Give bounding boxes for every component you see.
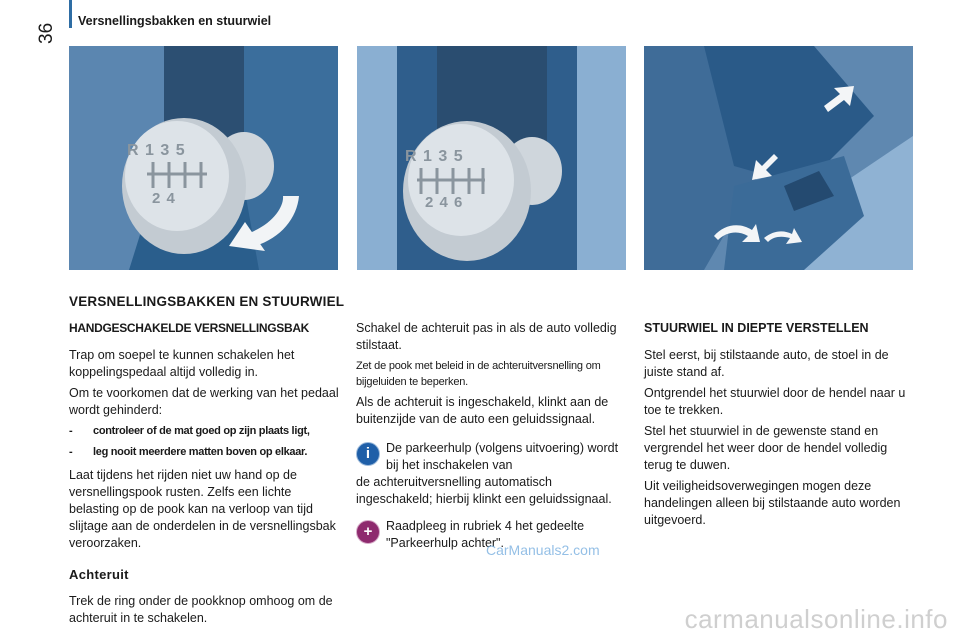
paragraph: Ontgrendel het stuurwiel door de hendel naar u toe te trekken. xyxy=(644,386,906,417)
paragraph: Om te voorkomen dat de werking van het pedaal wordt gehinderd: xyxy=(69,386,339,417)
info-icon: i xyxy=(356,442,380,466)
paragraph: Uit veiligheidsoverwegingen mogen deze handelingen alleen bij stilstaande auto worden uitgevoerd. xyxy=(644,479,901,527)
page-number: 36 xyxy=(36,22,57,44)
header-title: Versnellingsbakken en stuurwiel xyxy=(78,14,272,28)
paragraph: Stel eerst, bij stilstaande auto, de stoel in de juiste stand af. xyxy=(644,348,889,379)
plus-icon: + xyxy=(356,520,380,544)
column-manual-gearbox xyxy=(69,320,344,631)
paragraph: Trek de ring onder de pookknop omhoog om de achteruit in te schakelen. xyxy=(69,594,333,625)
knob-1-bottom-label: 2 4 xyxy=(152,190,176,207)
column-reverse-notes xyxy=(356,320,628,552)
column-steering-wheel xyxy=(644,320,916,533)
knob-1-top-label: R 1 3 5 xyxy=(127,142,186,159)
paragraph: Zet de pook met beleid in de achteruitversnelling om bijgeluiden te beperken. xyxy=(356,360,601,388)
knob-2-bottom-label: 2 4 6 xyxy=(425,194,464,211)
notice-text: Raadpleeg in rubriek 4 het gedeelte "Parkeerhulp achter". xyxy=(386,519,585,550)
paragraph: Trap om soepel te kunnen schakelen het koppelingspedaal altijd volledig in. xyxy=(69,348,295,379)
knob-2-top-label: R 1 3 5 xyxy=(405,148,464,165)
info-notice xyxy=(356,440,628,508)
list-item: - leg nooit meerdere matten boven op elkaar. xyxy=(69,446,308,458)
paragraph: Stel het stuurwiel in de gewenste stand en vergrendel het weer door de hendel volledig terug te duwen. xyxy=(644,424,888,472)
paragraph: Schakel de achteruit pas in als de auto volledig stilstaat. xyxy=(356,321,617,352)
gear-knob-photo-2 xyxy=(357,46,626,270)
paragraph: Als de achteruit is ingeschakeld, klinkt aan de buitenzijde van de auto een geluidssignaal. xyxy=(356,395,609,426)
watermark-large: carmanualsonline.info xyxy=(684,604,948,634)
notice-text: De parkeerhulp (volgens uitvoering) wordt bij het inschakelen van xyxy=(386,441,619,472)
notice-text: de achteruitversnelling automatisch ingeschakeld; hierbij klinkt een geluidssignaal. xyxy=(356,475,612,506)
manual-gearbox-heading: HANDGESCHAKELDE VERSNELLINGSBAK xyxy=(69,321,310,335)
header-rule xyxy=(69,0,72,28)
reverse-heading: Achteruit xyxy=(69,567,129,582)
paragraph: Laat tijdens het rijden niet uw hand op de versnellingspook rusten. Zelfs een lichte belasting op de pook kan na verloop van tijd slijtage aan de onderdelen in de versnellingsbak veroorzaken. xyxy=(69,468,336,550)
steering-heading: STUURWIEL IN DIEPTE VERSTELLEN xyxy=(644,321,869,335)
list-item: - controleer of de mat goed op zijn plaats ligt, xyxy=(69,425,310,437)
steering-column-photo xyxy=(644,46,913,270)
section-title: VERSNELLINGSBAKKEN EN STUURWIEL xyxy=(69,294,345,309)
watermark-small: CarManuals2.com xyxy=(486,542,600,558)
gear-knob-photo-1 xyxy=(69,46,338,270)
